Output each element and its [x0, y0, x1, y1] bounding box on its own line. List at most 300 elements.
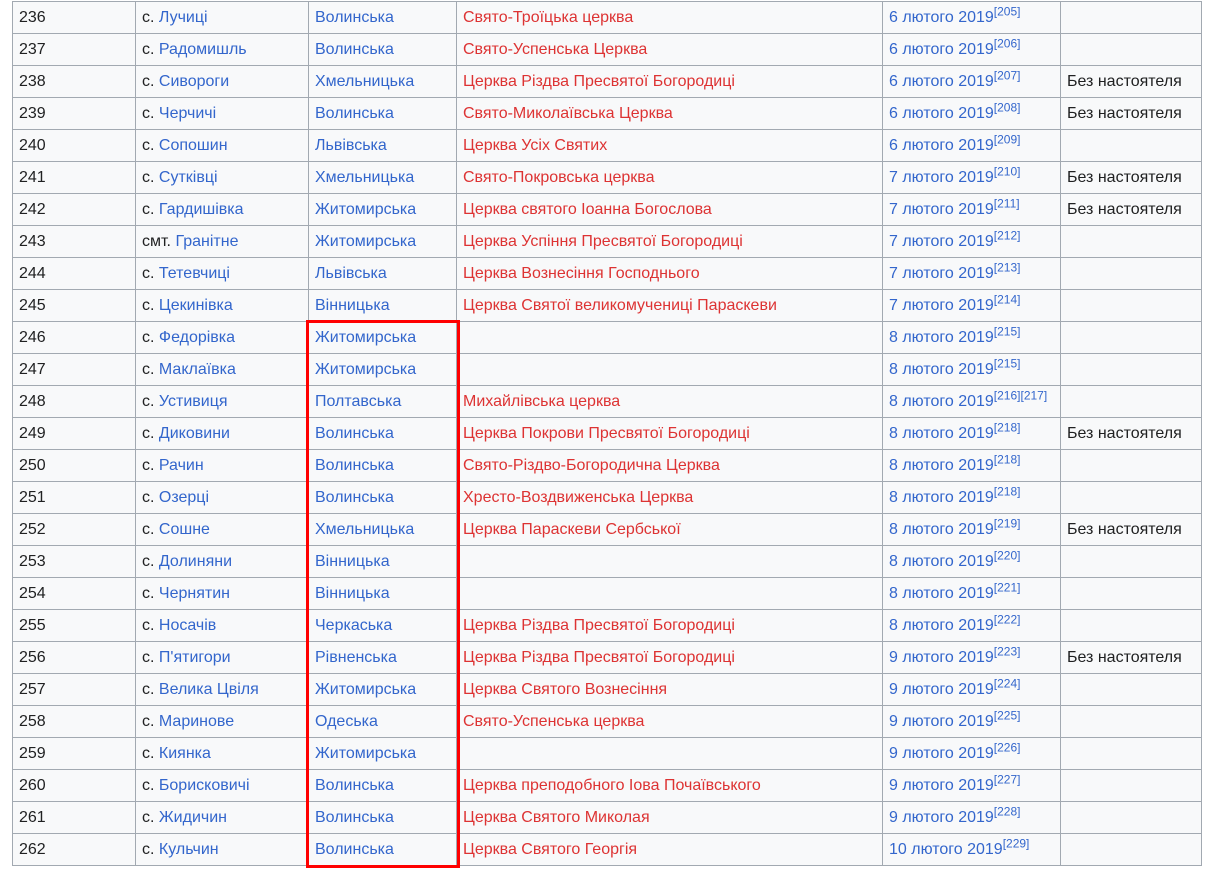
- church-cell: [457, 354, 883, 386]
- date-cell: [883, 194, 1061, 226]
- date-link[interactable]: 8 лютого 2019: [889, 361, 994, 378]
- village-cell: [136, 706, 309, 738]
- village-cell: [136, 258, 309, 290]
- oblast-cell: [309, 98, 457, 130]
- church-link[interactable]: Свято-Троїцька церква: [463, 9, 634, 26]
- reference-link[interactable]: [227]: [993, 772, 1021, 787]
- note-cell: [1061, 834, 1202, 866]
- oblast-cell: [309, 66, 457, 98]
- oblast-link[interactable]: Вінницька: [315, 553, 390, 570]
- date-link[interactable]: 9 лютого 2019: [889, 809, 994, 826]
- row-number: 243: [13, 226, 136, 258]
- church-cell: [457, 546, 883, 578]
- village-cell: [136, 450, 309, 482]
- settlement-type: с.: [142, 681, 155, 698]
- settlement-type: с.: [142, 425, 155, 442]
- village-cell: [136, 834, 309, 866]
- church-cell: [457, 514, 883, 546]
- note-cell: [1061, 290, 1202, 322]
- village-cell: [136, 194, 309, 226]
- village-link[interactable]: Сошне: [158, 521, 210, 538]
- village-link[interactable]: Борисковичі: [158, 777, 250, 794]
- date-cell: [883, 514, 1061, 546]
- reference-link[interactable]: [206]: [993, 36, 1021, 51]
- village-link[interactable]: Кульчин: [158, 841, 219, 858]
- row-number: 250: [13, 450, 136, 482]
- oblast-link[interactable]: Житомирська: [315, 745, 417, 762]
- reference-link[interactable]: [211]: [993, 196, 1020, 211]
- date-cell: [883, 482, 1061, 514]
- settlement-type: с.: [142, 73, 155, 90]
- row-number: 242: [13, 194, 136, 226]
- oblast-link[interactable]: Одеська: [315, 713, 378, 730]
- date-cell: [883, 546, 1061, 578]
- note-cell: [1061, 322, 1202, 354]
- row-number: 252: [13, 514, 136, 546]
- reference-link[interactable]: [218]: [993, 484, 1021, 499]
- date-cell: [883, 66, 1061, 98]
- village-link[interactable]: Диковини: [158, 425, 230, 442]
- row-number: 238: [13, 66, 136, 98]
- church-cell: [457, 322, 883, 354]
- church-link[interactable]: Свято-Успенська Церква: [463, 41, 648, 58]
- row-number: 245: [13, 290, 136, 322]
- village-cell: [136, 418, 309, 450]
- church-link[interactable]: Церква Параскеви Сербської: [463, 521, 681, 538]
- oblast-link[interactable]: Житомирська: [315, 361, 417, 378]
- oblast-link[interactable]: Полтавська: [315, 393, 402, 410]
- date-link[interactable]: 8 лютого 2019: [889, 393, 994, 410]
- reference-link[interactable]: [226]: [993, 740, 1021, 755]
- row-number: 246: [13, 322, 136, 354]
- church-link[interactable]: Свято-Покровська церква: [463, 169, 655, 186]
- settlement-type: с.: [142, 361, 155, 378]
- village-link[interactable]: Черчичі: [158, 105, 217, 122]
- table-row: [13, 770, 1202, 802]
- village-cell: [136, 514, 309, 546]
- note-cell: [1061, 610, 1202, 642]
- church-cell: [457, 738, 883, 770]
- table-row: [13, 578, 1202, 610]
- date-cell: [883, 354, 1061, 386]
- reference-link[interactable]: [205]: [993, 4, 1021, 19]
- village-link[interactable]: Киянка: [158, 745, 211, 762]
- oblast-cell: [309, 354, 457, 386]
- note-cell: [1061, 482, 1202, 514]
- date-cell: [883, 770, 1061, 802]
- settlement-type: с.: [142, 553, 155, 570]
- village-cell: [136, 642, 309, 674]
- church-cell: [457, 226, 883, 258]
- settlement-type: с.: [142, 585, 155, 602]
- note-cell: Без настоятеля: [1061, 98, 1202, 130]
- reference-link[interactable]: [218]: [993, 452, 1021, 467]
- date-link[interactable]: 8 лютого 2019: [889, 553, 994, 570]
- oblast-cell: [309, 34, 457, 66]
- reference-link[interactable]: [209]: [993, 132, 1021, 147]
- village-cell: [136, 546, 309, 578]
- table-row: [13, 834, 1202, 866]
- church-cell: [457, 98, 883, 130]
- church-link[interactable]: Свято-Різдво-Богородична Церква: [463, 457, 720, 474]
- table-row: [13, 674, 1202, 706]
- village-cell: [136, 674, 309, 706]
- note-cell: Без настоятеля: [1061, 418, 1202, 450]
- church-link[interactable]: Церква Успіння Пресвятої Богородиці: [463, 233, 743, 250]
- reference-link[interactable]: [220]: [993, 548, 1021, 563]
- village-link[interactable]: Гардишівка: [158, 201, 244, 218]
- settlement-type: смт.: [142, 233, 171, 250]
- church-cell: [457, 162, 883, 194]
- note-cell: [1061, 386, 1202, 418]
- row-number: 241: [13, 162, 136, 194]
- church-cell: [457, 802, 883, 834]
- reference-link[interactable]: [215]: [993, 324, 1021, 339]
- note-cell: [1061, 2, 1202, 34]
- settlement-type: с.: [142, 713, 155, 730]
- oblast-cell: [309, 482, 457, 514]
- church-link[interactable]: Свято-Миколаївська Церква: [463, 105, 673, 122]
- village-cell: [136, 162, 309, 194]
- village-link[interactable]: Маринове: [158, 713, 235, 730]
- settlement-type: с.: [142, 41, 155, 58]
- reference-link[interactable]: [216][217]: [993, 388, 1048, 403]
- oblast-link[interactable]: Рівненська: [315, 649, 397, 666]
- oblast-cell: [309, 194, 457, 226]
- date-link[interactable]: 8 лютого 2019: [889, 617, 994, 634]
- date-link[interactable]: 7 лютого 2019: [889, 233, 994, 250]
- row-number: 260: [13, 770, 136, 802]
- village-link[interactable]: Сивороги: [158, 73, 230, 90]
- date-cell: [883, 290, 1061, 322]
- oblast-link[interactable]: Волинська: [315, 457, 394, 474]
- church-cell: [457, 642, 883, 674]
- oblast-link[interactable]: Вінницька: [315, 297, 390, 314]
- village-cell: [136, 66, 309, 98]
- reference-link[interactable]: [208]: [993, 100, 1021, 115]
- church-cell: [457, 386, 883, 418]
- row-number: 253: [13, 546, 136, 578]
- village-link[interactable]: Долиняни: [158, 553, 233, 570]
- church-cell: [457, 482, 883, 514]
- village-cell: [136, 354, 309, 386]
- oblast-cell: [309, 162, 457, 194]
- settlement-type: с.: [142, 169, 155, 186]
- date-link[interactable]: 7 лютого 2019: [889, 265, 994, 282]
- row-number: 254: [13, 578, 136, 610]
- oblast-link[interactable]: Черкаська: [315, 617, 393, 634]
- row-number: 257: [13, 674, 136, 706]
- row-number: 261: [13, 802, 136, 834]
- oblast-link[interactable]: Волинська: [315, 9, 394, 26]
- village-cell: [136, 34, 309, 66]
- village-cell: [136, 482, 309, 514]
- village-link[interactable]: Цекинівка: [158, 297, 233, 314]
- church-link[interactable]: Свято-Успенська церква: [463, 713, 645, 730]
- church-link[interactable]: Хресто-Воздвиженська Церква: [463, 489, 694, 506]
- oblast-cell: [309, 770, 457, 802]
- church-link[interactable]: Церква Різдва Пресвятої Богородиці: [463, 649, 735, 666]
- village-link[interactable]: Озерці: [158, 489, 210, 506]
- oblast-link[interactable]: Волинська: [315, 777, 394, 794]
- settlement-type: с.: [142, 489, 155, 506]
- reference-link[interactable]: [218]: [993, 420, 1021, 435]
- oblast-link[interactable]: Хмельницька: [315, 521, 415, 538]
- village-link[interactable]: Устивиця: [158, 393, 228, 410]
- reference-link[interactable]: [222]: [993, 612, 1021, 627]
- oblast-link[interactable]: Житомирська: [315, 329, 417, 346]
- date-cell: [883, 450, 1061, 482]
- church-link[interactable]: Церква Святого Георгія: [463, 841, 638, 858]
- row-number: 240: [13, 130, 136, 162]
- reference-link[interactable]: [213]: [993, 260, 1021, 275]
- oblast-link[interactable]: Житомирська: [315, 681, 417, 698]
- note-cell: [1061, 258, 1202, 290]
- church-link[interactable]: Церква святого Іоанна Богослова: [463, 201, 712, 218]
- table-row: [13, 706, 1202, 738]
- settlement-type: с.: [142, 9, 155, 26]
- settlement-type: с.: [142, 809, 155, 826]
- village-link[interactable]: Рачин: [158, 457, 204, 474]
- oblast-link[interactable]: Житомирська: [315, 201, 417, 218]
- reference-link[interactable]: [210]: [993, 164, 1021, 179]
- row-number: 256: [13, 642, 136, 674]
- date-link[interactable]: 6 лютого 2019: [889, 73, 994, 90]
- oblast-link[interactable]: Волинська: [315, 105, 394, 122]
- village-link[interactable]: П'ятигори: [158, 649, 231, 666]
- reference-link[interactable]: [228]: [993, 804, 1021, 819]
- oblast-link[interactable]: Волинська: [315, 809, 394, 826]
- date-cell: [883, 130, 1061, 162]
- row-number: 262: [13, 834, 136, 866]
- date-link[interactable]: 8 лютого 2019: [889, 329, 994, 346]
- oblast-link[interactable]: Вінницька: [315, 585, 390, 602]
- church-cell: [457, 706, 883, 738]
- oblast-cell: [309, 706, 457, 738]
- village-link[interactable]: Велика Цвіля: [158, 681, 259, 698]
- note-cell: [1061, 226, 1202, 258]
- date-cell: [883, 674, 1061, 706]
- oblast-link[interactable]: Хмельницька: [315, 73, 415, 90]
- date-cell: [883, 162, 1061, 194]
- date-link[interactable]: 8 лютого 2019: [889, 425, 994, 442]
- date-link[interactable]: 9 лютого 2019: [889, 777, 994, 794]
- settlement-type: с.: [142, 617, 155, 634]
- oblast-link[interactable]: Житомирська: [315, 233, 417, 250]
- oblast-cell: [309, 2, 457, 34]
- note-cell: [1061, 674, 1202, 706]
- village-cell: [136, 322, 309, 354]
- row-number: 259: [13, 738, 136, 770]
- oblast-link[interactable]: Волинська: [315, 841, 394, 858]
- church-link[interactable]: Церква преподобного Іова Почаївського: [463, 777, 761, 794]
- village-link[interactable]: Гранітне: [175, 233, 239, 250]
- date-cell: [883, 34, 1061, 66]
- note-cell: Без настоятеля: [1061, 194, 1202, 226]
- date-link[interactable]: 6 лютого 2019: [889, 9, 994, 26]
- table-body: [13, 2, 1202, 866]
- reference-link[interactable]: [229]: [1002, 836, 1030, 851]
- table-row: [13, 322, 1202, 354]
- oblast-link[interactable]: Львівська: [315, 265, 387, 282]
- date-cell: [883, 418, 1061, 450]
- date-link[interactable]: 8 лютого 2019: [889, 457, 994, 474]
- table-row: [13, 642, 1202, 674]
- oblast-cell: [309, 226, 457, 258]
- settlement-type: с.: [142, 777, 155, 794]
- reference-link[interactable]: [214]: [993, 292, 1021, 307]
- village-cell: [136, 2, 309, 34]
- settlement-type: с.: [142, 521, 155, 538]
- table-row: [13, 738, 1202, 770]
- church-cell: [457, 450, 883, 482]
- row-number: 249: [13, 418, 136, 450]
- oblast-cell: [309, 642, 457, 674]
- oblast-cell: [309, 450, 457, 482]
- row-number: 251: [13, 482, 136, 514]
- church-cell: [457, 194, 883, 226]
- oblast-link[interactable]: Хмельницька: [315, 169, 415, 186]
- reference-link[interactable]: [219]: [993, 516, 1021, 531]
- church-cell: [457, 290, 883, 322]
- table-row: [13, 802, 1202, 834]
- reference-link[interactable]: [225]: [993, 708, 1021, 723]
- row-number: 236: [13, 2, 136, 34]
- reference-link[interactable]: [207]: [993, 68, 1021, 83]
- row-number: 255: [13, 610, 136, 642]
- date-cell: [883, 386, 1061, 418]
- oblast-link[interactable]: Волинська: [315, 41, 394, 58]
- church-cell: [457, 418, 883, 450]
- village-cell: [136, 578, 309, 610]
- settlement-type: с.: [142, 201, 155, 218]
- table-row: [13, 162, 1202, 194]
- village-link[interactable]: Жидичин: [158, 809, 227, 826]
- row-number: 258: [13, 706, 136, 738]
- note-cell: [1061, 354, 1202, 386]
- reference-link[interactable]: [223]: [993, 644, 1021, 659]
- village-link[interactable]: Федорівка: [158, 329, 236, 346]
- table-row: [13, 354, 1202, 386]
- village-cell: [136, 226, 309, 258]
- table-row: [13, 66, 1202, 98]
- date-link[interactable]: 7 лютого 2019: [889, 297, 994, 314]
- village-link[interactable]: Сутківці: [158, 169, 218, 186]
- table-row: [13, 418, 1202, 450]
- settlement-type: с.: [142, 137, 155, 154]
- church-link[interactable]: Церква Святої великомучениці Параскеви: [463, 297, 777, 314]
- reference-link[interactable]: [212]: [993, 228, 1021, 243]
- note-cell: Без настоятеля: [1061, 66, 1202, 98]
- date-link[interactable]: 7 лютого 2019: [889, 169, 994, 186]
- village-cell: [136, 738, 309, 770]
- date-cell: [883, 226, 1061, 258]
- date-link[interactable]: 7 лютого 2019: [889, 201, 994, 218]
- reference-link[interactable]: [224]: [993, 676, 1021, 691]
- village-link[interactable]: Чернятин: [158, 585, 230, 602]
- village-link[interactable]: Лучиці: [158, 9, 208, 26]
- reference-link[interactable]: [221]: [993, 580, 1021, 595]
- village-link[interactable]: Маклаївка: [158, 361, 236, 378]
- oblast-link[interactable]: Волинська: [315, 489, 394, 506]
- note-cell: [1061, 578, 1202, 610]
- date-link[interactable]: 8 лютого 2019: [889, 585, 994, 602]
- church-link[interactable]: Церква Вознесіння Господнього: [463, 265, 700, 282]
- date-link[interactable]: 6 лютого 2019: [889, 137, 994, 154]
- village-cell: [136, 770, 309, 802]
- church-cell: [457, 578, 883, 610]
- village-link[interactable]: Сопошин: [158, 137, 228, 154]
- reference-link[interactable]: [215]: [993, 356, 1021, 371]
- date-link[interactable]: 9 лютого 2019: [889, 681, 994, 698]
- date-link[interactable]: 8 лютого 2019: [889, 521, 994, 538]
- village-link[interactable]: Носачів: [158, 617, 217, 634]
- village-cell: [136, 802, 309, 834]
- date-cell: [883, 802, 1061, 834]
- village-link[interactable]: Тетевчиці: [158, 265, 230, 282]
- row-number: 239: [13, 98, 136, 130]
- date-cell: [883, 578, 1061, 610]
- settlement-type: с.: [142, 265, 155, 282]
- table-row: [13, 194, 1202, 226]
- oblast-cell: [309, 514, 457, 546]
- date-link[interactable]: 9 лютого 2019: [889, 713, 994, 730]
- oblast-cell: [309, 418, 457, 450]
- date-link[interactable]: 9 лютого 2019: [889, 745, 994, 762]
- church-link[interactable]: Церква Покрови Пресвятої Богородиці: [463, 425, 750, 442]
- church-link[interactable]: Церква Усіх Святих: [463, 137, 608, 154]
- date-link[interactable]: 8 лютого 2019: [889, 489, 994, 506]
- date-cell: [883, 2, 1061, 34]
- parishes-table: [12, 1, 1202, 866]
- church-link[interactable]: Церква Святого Вознесіння: [463, 681, 668, 698]
- church-link[interactable]: Церква Різдва Пресвятої Богородиці: [463, 73, 735, 90]
- church-cell: [457, 66, 883, 98]
- table-row: [13, 34, 1202, 66]
- date-link[interactable]: 10 лютого 2019: [889, 841, 1003, 858]
- church-link[interactable]: Церква Святого Миколая: [463, 809, 650, 826]
- note-cell: [1061, 770, 1202, 802]
- date-link[interactable]: 6 лютого 2019: [889, 105, 994, 122]
- date-cell: [883, 610, 1061, 642]
- table-row: [13, 258, 1202, 290]
- church-cell: [457, 770, 883, 802]
- village-cell: [136, 98, 309, 130]
- church-cell: [457, 610, 883, 642]
- table-row: [13, 482, 1202, 514]
- date-cell: [883, 322, 1061, 354]
- table-row: [13, 610, 1202, 642]
- oblast-link[interactable]: Волинська: [315, 425, 394, 442]
- note-cell: Без настоятеля: [1061, 162, 1202, 194]
- church-cell: [457, 258, 883, 290]
- church-link[interactable]: Михайлівська церква: [463, 393, 621, 410]
- oblast-link[interactable]: Львівська: [315, 137, 387, 154]
- church-link[interactable]: Церква Різдва Пресвятої Богородиці: [463, 617, 735, 634]
- village-link[interactable]: Радомишль: [158, 41, 247, 58]
- church-cell: [457, 2, 883, 34]
- settlement-type: с.: [142, 329, 155, 346]
- table-row: [13, 290, 1202, 322]
- settlement-type: с.: [142, 297, 155, 314]
- date-link[interactable]: 9 лютого 2019: [889, 649, 994, 666]
- oblast-cell: [309, 802, 457, 834]
- settlement-type: с.: [142, 841, 155, 858]
- date-link[interactable]: 6 лютого 2019: [889, 41, 994, 58]
- oblast-cell: [309, 546, 457, 578]
- oblast-cell: [309, 834, 457, 866]
- note-cell: [1061, 546, 1202, 578]
